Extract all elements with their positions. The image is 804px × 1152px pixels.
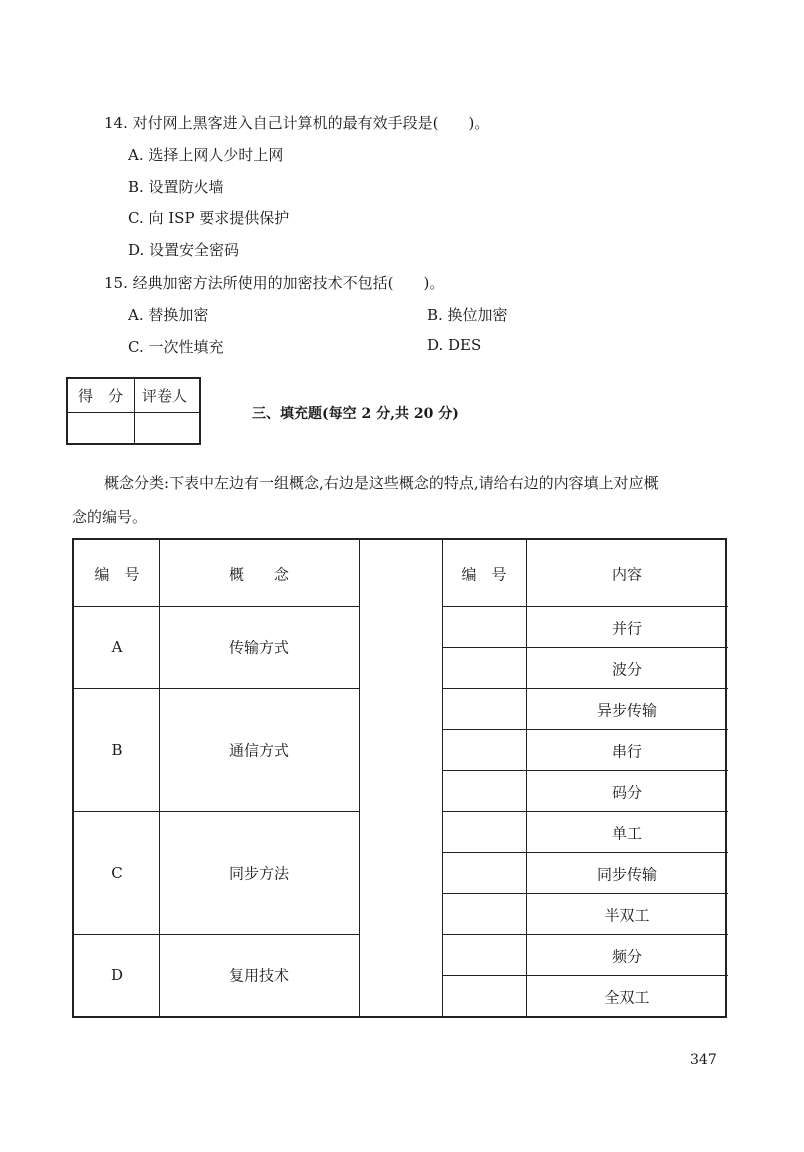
content-item: 串行 [611,742,643,761]
concept-id-a: A [111,638,123,656]
q14-option-a: A. 选择上网人少时上网 [128,146,284,164]
concept-table [72,538,727,1018]
content-item: 半双工 [604,906,650,925]
header-right-id: 编 号 [461,565,507,584]
section-title: 三、填充题(每空 2 分,共 20 分) [252,406,459,422]
content-item: 并行 [611,619,643,638]
q15-option-c: C. 一次性填充 [128,338,224,356]
content-item: 波分 [611,660,643,679]
content-item: 频分 [611,947,643,966]
header-concept: 概 念 [228,565,290,584]
q15-option-a: A. 替换加密 [128,306,209,324]
concept-name-c: 同步方法 [228,864,290,883]
grader-label: 评卷人 [142,387,188,405]
concept-id-b: B [111,741,123,759]
page-number: 347 [690,1052,717,1068]
intro-line-1: 概念分类:下表中左边有一组概念,右边是这些概念的特点,请给右边的内容填上对应概 [104,474,659,492]
concept-id-c: C [111,864,123,882]
q14-option-d: D. 设置安全密码 [128,241,240,259]
q14-option-c: C. 向 ISP 要求提供保护 [128,209,290,227]
content-item: 异步传输 [596,701,658,720]
content-item: 单工 [611,824,643,843]
content-item: 码分 [611,783,643,802]
question-14-stem: 14. 对付网上黑客进入自己计算机的最有效手段是( )。 [104,114,490,132]
content-item: 全双工 [604,988,650,1007]
score-box [66,377,201,445]
concept-name-a: 传输方式 [228,638,290,657]
concept-name-d: 复用技术 [228,966,290,985]
q15-option-d: D. DES [427,336,482,354]
concept-id-d: D [110,966,124,984]
header-content: 内容 [611,565,643,584]
intro-line-2: 念的编号。 [72,508,148,526]
content-item: 同步传输 [596,865,658,884]
header-left-id: 编 号 [94,565,140,584]
score-label: 得 分 [78,387,124,405]
concept-name-b: 通信方式 [228,741,290,760]
q14-option-b: B. 设置防火墙 [128,178,224,196]
q15-option-b: B. 换位加密 [427,306,508,324]
question-15-stem: 15. 经典加密方法所使用的加密技术不包括( )。 [104,274,445,292]
